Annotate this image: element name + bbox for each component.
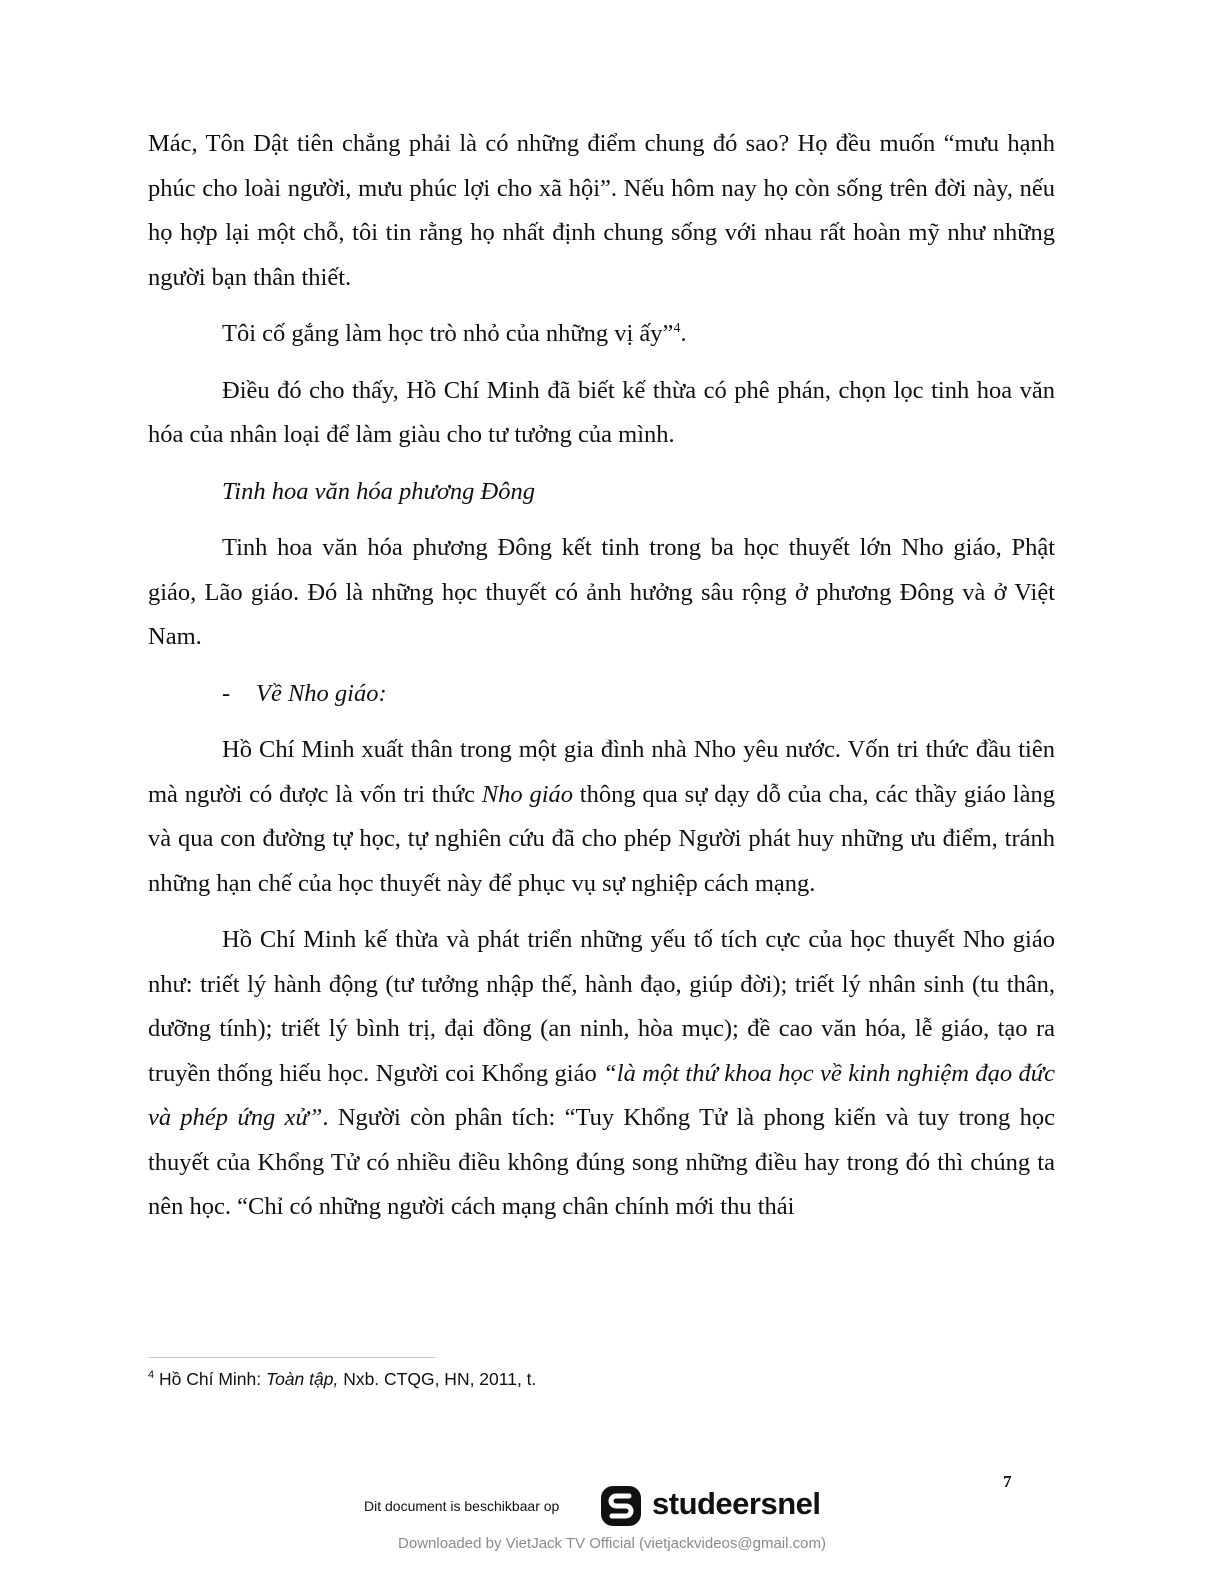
paragraph-6-part-a: Hồ Chí Minh kế thừa và phát triển những yếu tố tích cực của học thuyết Nho giáo như: triết lý hành động (tư tưởng nhập thế, hành đạo, giúp đời); triết lý nhân sinh (tu thân, dưỡng tính); triết lý bình trị, đại đồng (an ninh, hòa mục); đề cao văn hóa, lễ giáo, tạo ra truyền thống hiếu học. Người coi Khổng giáo (148, 926, 1055, 1087)
studeersnel-banner[interactable] (0, 1484, 1224, 1528)
paragraph-5 (148, 728, 1055, 906)
paragraph-3: Điều đó cho thấy, Hồ Chí Minh đã biết kế thừa có phê phán, chọn lọc tinh hoa văn hóa của nhân loại để làm giàu cho tư tưởng của mình. (148, 376, 1055, 448)
paragraph-2-text: Tôi cố gắng làm học trò nhỏ của những vị ấy” (222, 320, 674, 347)
paragraph-1: Mác, Tôn Dật tiên chẳng phải là có những điểm chung đó sao? Họ đều muốn “mưu hạnh phúc cho loài người, mưu phúc lợi cho xã hội”. Nếu hôm nay họ còn sống trên đời này, nếu họ hợp lại một chỗ, tôi tin rằng họ nhất định chung sống với nhau rất hoàn mỹ như những người bạn thân thiết. (148, 130, 1055, 291)
availability-note: Dit document is beschikbaar op (364, 1498, 560, 1514)
document-body (148, 122, 1055, 1242)
footnote-divider (148, 1357, 436, 1358)
paragraph-2-end: . (680, 320, 687, 347)
paragraph-6-part-b: . Người còn phân tích: “Tuy Khổng Tử là phong kiến và tuy trong học thuyết của Khổng Tử có nhiều điều không đúng song những điều hay trong đó thì chúng ta nên học. “Chỉ có những người cách mạng chân chính mới thu thái (148, 1104, 1055, 1220)
footnote (148, 1369, 536, 1390)
subsection-heading-text: Về Nho giáo: (256, 679, 387, 707)
paragraph-5-emphasis: Nho giáo (481, 780, 573, 808)
paragraph-4: Tinh hoa văn hóa phương Đông kết tinh trong ba học thuyết lớn Nho giáo, Phật giáo, Lão giáo. Đó là những học thuyết có ảnh hưởng sâu rộng ở phương Đông và ở Việt Nam. (148, 534, 1055, 650)
studeersnel-logo-icon (598, 1484, 644, 1528)
page-number: 7 (1003, 1472, 1012, 1491)
paragraph-6-quote: “là một thứ khoa học về kinh nghiệm đạo đức và phép ứng xử” (148, 1059, 1055, 1131)
footnote-author: Hồ Chí Minh: (159, 1369, 266, 1389)
footnote-reference[interactable]: 4 (673, 320, 681, 336)
paragraph-2 (148, 312, 1055, 357)
paragraph-5-part-b: thông qua sự dạy dỗ của cha, các thầy giáo làng và qua con đường tự học, tự nghiên cứu đã cho phép Người phát huy những ưu điểm, tránh những hạn chế của học thuyết này để phục vụ sự nghiệp cách mạng. (148, 780, 1055, 897)
paragraph-6 (148, 918, 1055, 1230)
paragraph-5-part-a: Hồ Chí Minh xuất thân trong một gia đình nhà Nho yêu nước. Vốn tri thức đầu tiên mà người có được là vốn tri thức (148, 736, 1055, 808)
download-notice: Downloaded by VietJack TV Official (vietjackvideos@gmail.com) (398, 1535, 826, 1552)
list-dash: - (222, 679, 231, 707)
footnote-rest: Nxb. CTQG, HN, 2011, t. (338, 1369, 537, 1389)
footnote-title: Toàn tập, (265, 1369, 339, 1389)
subsection-heading (148, 672, 1055, 717)
section-heading: Tinh hoa văn hóa phương Đông (222, 477, 535, 505)
studeersnel-wordmark: studeersnel (652, 1486, 821, 1521)
footnote-number: 4 (148, 1369, 155, 1382)
